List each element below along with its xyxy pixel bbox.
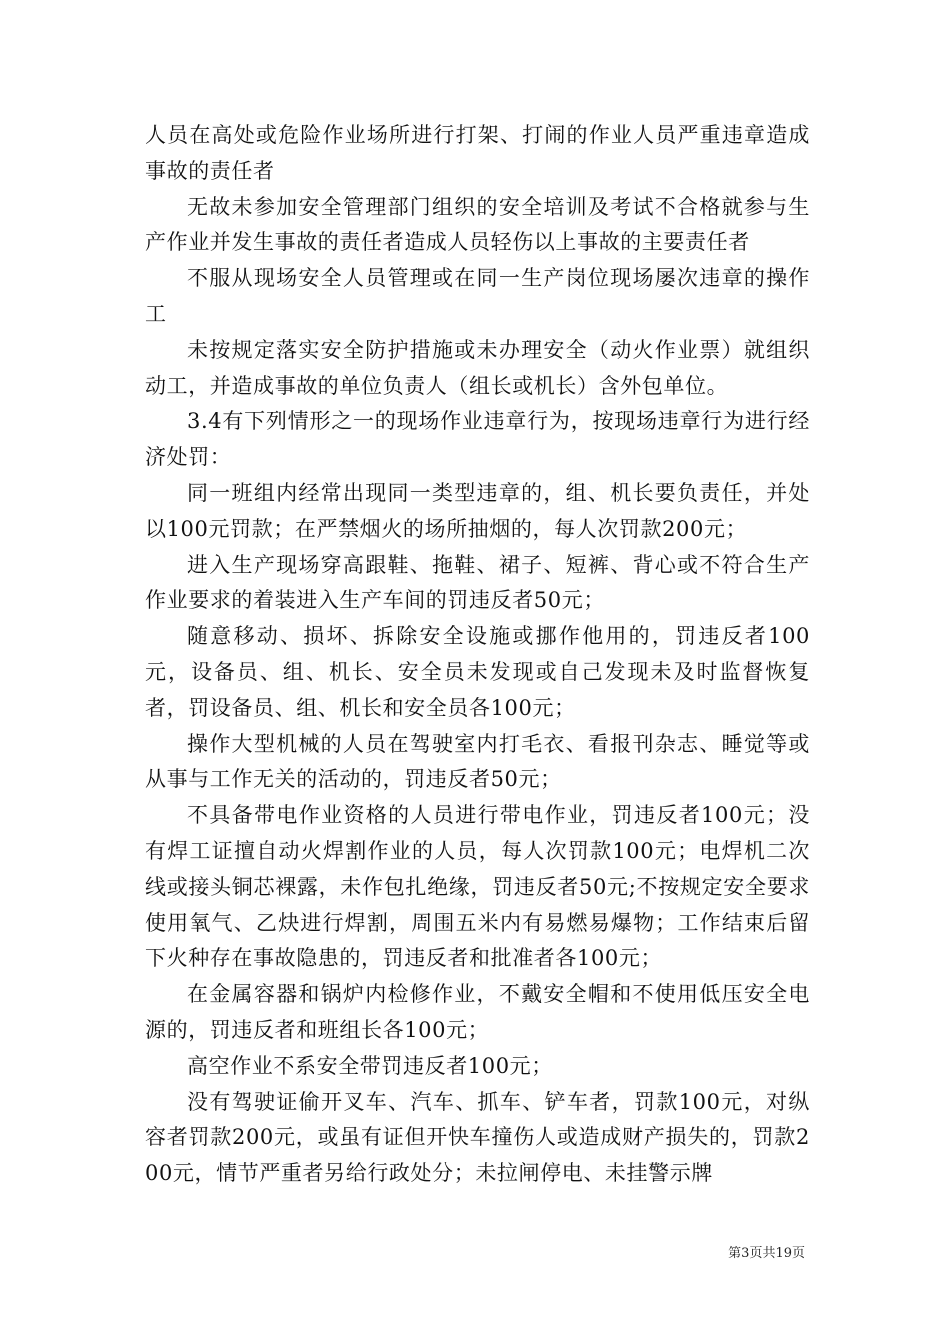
paragraph-8: 随意移动、损坏、拆除安全设施或挪作他用的，罚违反者100元，设备员、组、机长、安全员未发现或自己发现未及时监督恢复者，罚设备员、组、机长和安全员各100元； — [145, 624, 810, 720]
document-body — [145, 118, 810, 1192]
paragraph-13: 没有驾驶证偷开叉车、汽车、抓车、铲车者，罚款100元，对纵容者罚款200元，或虽有证但开快车撞伤人或造成财产损失的，罚款200元，情节严重者另给行政处分；未拉闸停电、未挂警示牌 — [145, 1089, 810, 1186]
paragraph-11: 在金属容器和锅炉内检修作业，不戴安全帽和不使用低压安全电源的，罚违反者和班组长各100元； — [145, 982, 810, 1042]
page-number: 第3页共19页 — [728, 1246, 805, 1261]
paragraph-9: 操作大型机械的人员在驾驶室内打毛衣、看报刊杂志、睡觉等或从事与工作无关的活动的，罚违反者50元； — [145, 731, 810, 792]
paragraph-2: 无故未参加安全管理部门组织的安全培训及考试不合格就参与生产作业并发生事故的责任者造成人员轻伤以上事故的主要责任者 — [145, 194, 810, 255]
paragraph-12: 高空作业不系安全带罚违反者100元； — [187, 1053, 553, 1078]
paragraph-5: 3.4有下列情形之一的现场作业违章行为，按现场违章行为进行经济处罚： — [145, 409, 810, 470]
paragraph-7: 进入生产现场穿高跟鞋、拖鞋、裙子、短裤、背心或不符合生产作业要求的着装进入生产车间的罚违反者50元； — [145, 552, 810, 613]
paragraph-10: 不具备带电作业资格的人员进行带电作业，罚违反者100元；没有焊工证擅自动火焊割作业的人员，每人次罚款100元；电焊机二次线或接头铜芯裸露，未作包扎绝缘，罚违反者50元;不按规定安全要求使用氧气、乙炔进行焊割，周围五米内有易燃易爆物；工作结束后留下火种存在事故隐患的，罚违反者和批准者各100元； — [145, 803, 810, 971]
paragraph-1: 人员在高处或危险作业场所进行打架、打闹的作业人员严重违章造成事故的责任者 — [145, 123, 810, 183]
paragraph-6: 同一班组内经常出现同一类型违章的，组、机长要负责任，并处以100元罚款；在严禁烟火的场所抽烟的，每人次罚款200元； — [145, 480, 810, 541]
paragraph-3: 不服从现场安全人员管理或在同一生产岗位现场屡次违章的操作工 — [145, 266, 810, 326]
paragraph-4: 未按规定落实安全防护措施或未办理安全（动火作业票）就组织动工，并造成事故的单位负责人（组长或机长）含外包单位。 — [145, 337, 810, 398]
